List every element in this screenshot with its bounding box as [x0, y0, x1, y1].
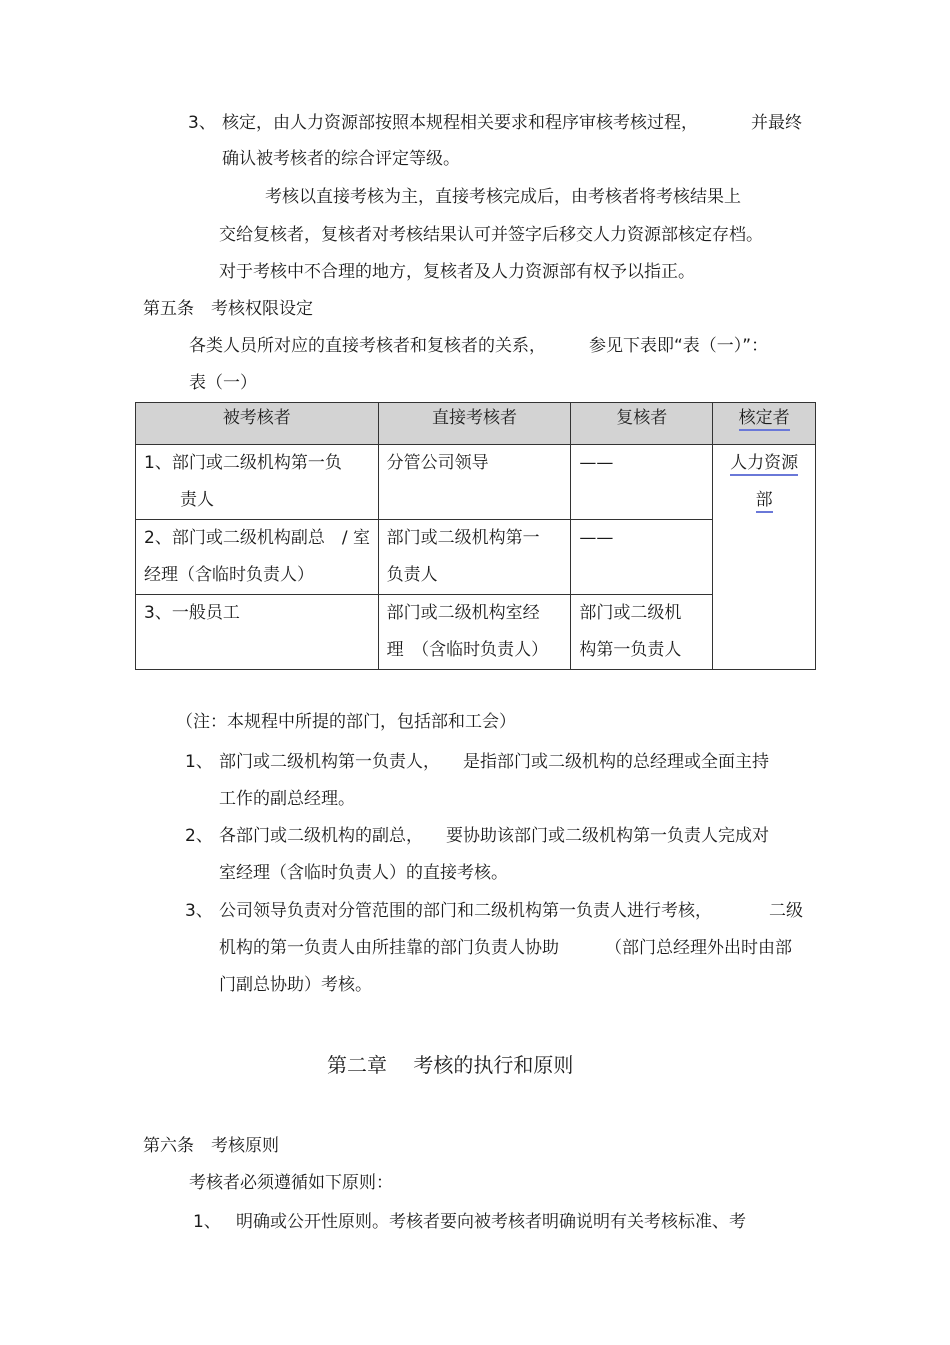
cell-line: 部门或二级机构室经	[386, 603, 540, 623]
cell-line: 经理（含临时负责人）	[144, 565, 314, 585]
list-number: 1、	[185, 752, 213, 772]
approver-line: 部	[756, 490, 773, 513]
note3-line1-end: 二级	[769, 901, 803, 921]
item3-line1-end: 并最终	[751, 113, 802, 133]
list-number: 1、	[193, 1212, 221, 1232]
table-cell	[571, 595, 713, 670]
table-cell	[571, 520, 713, 595]
cell-line: 构第一负责人	[579, 640, 682, 660]
approver-header-label: 核定者	[739, 408, 790, 431]
approver-cell	[713, 445, 816, 670]
table-row	[136, 445, 816, 520]
header-reviewer: 复核者	[571, 403, 713, 445]
cell-line: 1、部门或二级机构第一负	[144, 453, 342, 473]
authority-table	[135, 402, 816, 670]
cell-line: 负责人	[386, 565, 438, 585]
cell-line: 理 （含临时负责人）	[386, 640, 549, 660]
table-cell	[136, 520, 379, 595]
note3-line1: 公司领导负责对分管范围的部门和二级机构第一负责人进行考核，	[219, 901, 712, 921]
article6-desc: 考核者必须遵循如下原则：	[189, 1173, 393, 1193]
article-heading: 第六条 考核原则	[143, 1136, 279, 1156]
cell-line: 3、一般员工	[144, 603, 240, 623]
item3-line2: 确认被考核者的综合评定等级。	[222, 149, 460, 169]
note2-line2: 室经理（含临时负责人）的直接考核。	[219, 863, 508, 883]
principle1-line1: 明确或公开性原则。考核者要向被考核者明确说明有关考核标准、考	[236, 1212, 746, 1232]
table-cell	[136, 595, 379, 670]
table-caption: 表（一）	[189, 373, 257, 393]
article-heading: 第五条 考核权限设定	[143, 299, 313, 319]
table-cell	[571, 445, 713, 520]
note2-line1: 各部门或二级机构的副总，	[219, 826, 423, 846]
cell-line: 部门或二级机构第一	[386, 528, 540, 548]
list-number: 3、	[188, 113, 216, 133]
paragraph-line: 考核以直接考核为主，直接考核完成后，由考核者将考核结果上	[265, 187, 741, 207]
note1-line2: 工作的副总经理。	[219, 789, 355, 809]
note3-line3: 门副总协助）考核。	[219, 975, 372, 995]
header-direct-assessor: 直接考核者	[378, 403, 571, 445]
note-intro: （注：本规程中所提的部门，包括部和工会）	[176, 712, 516, 732]
paragraph-line: 交给复核者，复核者对考核结果认可并签字后移交人力资源部核定存档。	[219, 225, 763, 245]
note3-line2-end: （部门总经理外出时由部	[605, 938, 792, 958]
paragraph-line: 对于考核中不合理的地方，复核者及人力资源部有权予以指正。	[219, 262, 695, 282]
approver-line: 人力资源	[730, 453, 798, 476]
article5-desc: 各类人员所对应的直接考核者和复核者的关系，	[189, 336, 546, 356]
cell-line: 2、部门或二级机构副总 / 室	[144, 528, 370, 548]
table-cell	[136, 445, 379, 520]
note3-line2: 机构的第一负责人由所挂靠的部门负责人协助	[219, 938, 559, 958]
note1-line1: 部门或二级机构第一负责人，	[219, 752, 440, 772]
list-number: 2、	[185, 826, 213, 846]
table-cell	[378, 520, 571, 595]
item3-line1: 核定，由人力资源部按照本规程相关要求和程序审核考核过程，	[222, 113, 698, 133]
table-cell	[378, 445, 571, 520]
cell-line: 责人	[180, 490, 214, 510]
header-approver	[713, 403, 816, 445]
cell-line: 分管公司领导	[386, 453, 489, 473]
cell-line: 部门或二级机	[579, 603, 682, 623]
note2-line1-end: 要协助该部门或二级机构第一负责人完成对	[446, 826, 769, 846]
header-assessee: 被考核者	[136, 403, 379, 445]
article5-desc-end: 参见下表即“表（一）”：	[589, 336, 769, 356]
cell-line: ——	[579, 528, 614, 548]
list-number: 3、	[185, 901, 213, 921]
chapter-title: 第二章 考核的执行和原则	[327, 1053, 574, 1077]
note1-line1-end: 是指部门或二级机构的总经理或全面主持	[463, 752, 769, 772]
cell-line: ——	[579, 453, 614, 473]
table-cell	[378, 595, 571, 670]
table-header-row	[136, 403, 816, 445]
